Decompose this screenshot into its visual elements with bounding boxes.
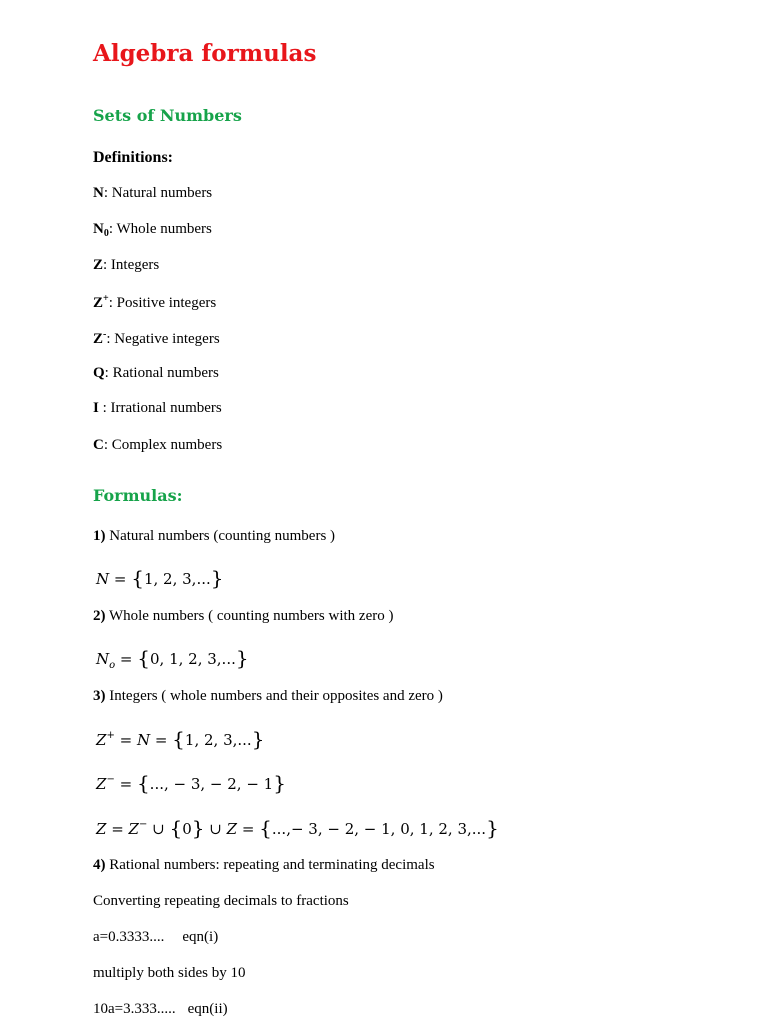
equation-2 — [93, 1001, 228, 1018]
set-elements: 0 — [182, 820, 192, 838]
definition-text: : Negative integers — [106, 331, 220, 347]
definition-superscript: + — [103, 293, 109, 304]
definition-superscript: - — [103, 329, 107, 340]
definition-subscript: 0 — [103, 228, 109, 239]
set-elements: 0, 1, 2, 3,... — [150, 650, 236, 668]
integers-union-formula: Z = Z− ∪ {0} ∪ Z = {...,− 3, − 2, − 1, 0, 1, 2, 3,...} — [96, 816, 499, 840]
formula-item-number: 4) — [93, 857, 106, 873]
definition-text: : Whole numbers — [108, 221, 212, 237]
set-elements: ...,− 3, − 2, − 1, 0, 1, 2, 3,... — [271, 820, 487, 838]
formula-item-4 — [93, 857, 435, 874]
formula-item-text: Natural numbers (counting numbers ) — [105, 528, 336, 544]
formula-item-number: 3) — [93, 688, 106, 704]
set-elements: 1, 2, 3,... — [143, 570, 211, 588]
equation-1 — [93, 929, 218, 946]
formula-item-number: 1) — [93, 528, 106, 544]
formula-item-text: Whole numbers ( counting numbers with zero ) — [105, 608, 394, 624]
equation-label: eqn(i) — [182, 929, 219, 945]
definition-text: : Complex numbers — [103, 437, 223, 453]
definition-text: : Positive integers — [108, 295, 217, 311]
equation-left: 10a=3.333..... — [93, 1001, 176, 1017]
definition-item — [93, 329, 220, 348]
definition-item — [93, 293, 216, 312]
formula-item-text: Rational numbers: repeating and terminating decimals — [105, 857, 435, 873]
positive-integers-formula: Z+ = N = {1, 2, 3,...} — [96, 727, 265, 751]
negative-integers-formula: Z− = {..., − 3, − 2, − 1} — [96, 771, 286, 795]
definition-item — [93, 221, 212, 239]
definition-symbol: N — [93, 221, 104, 237]
formula-item-number: 2) — [93, 608, 106, 624]
definition-text: : Rational numbers — [104, 365, 219, 381]
formulas-heading: Formulas: — [93, 486, 183, 505]
definition-symbol: Z — [93, 257, 104, 273]
natural-numbers-formula: N = {1, 2, 3,...} — [96, 566, 224, 590]
equation-label: eqn(ii) — [187, 1001, 228, 1017]
sets-heading: Sets of Numbers — [93, 106, 242, 125]
definition-symbol: N — [93, 185, 104, 201]
page-title: Algebra formulas — [93, 40, 317, 67]
converting-text: Converting repeating decimals to fractions — [93, 893, 349, 909]
definition-text: : Irrational numbers — [98, 400, 222, 416]
definition-symbol: Q — [93, 365, 105, 381]
formula-item-2 — [93, 608, 394, 625]
multiply-text: multiply both sides by 10 — [93, 965, 246, 981]
formula-item-1 — [93, 528, 335, 545]
definition-text: : Integers — [103, 257, 160, 273]
definition-text: : Natural numbers — [103, 185, 213, 201]
definition-item — [93, 257, 159, 274]
definition-symbol: I — [93, 400, 99, 416]
set-elements: 1, 2, 3,... — [184, 731, 252, 749]
definition-item — [93, 365, 219, 382]
set-elements: ..., − 3, − 2, − 1 — [149, 775, 274, 793]
definition-item — [93, 400, 222, 417]
definition-symbol: Z — [93, 331, 104, 347]
definition-symbol: Z — [93, 295, 104, 311]
definition-item — [93, 437, 222, 454]
formula-item-3 — [93, 688, 443, 705]
equation-left: a=0.3333.... — [93, 929, 165, 945]
formula-item-text: Integers ( whole numbers and their opposites and zero ) — [105, 688, 443, 704]
definition-symbol: C — [93, 437, 104, 453]
definitions-heading: Definitions: — [93, 149, 173, 166]
definition-item — [93, 185, 212, 202]
whole-numbers-formula: $N_o = \{0$, 1, 2, 3,...} — [96, 646, 249, 671]
